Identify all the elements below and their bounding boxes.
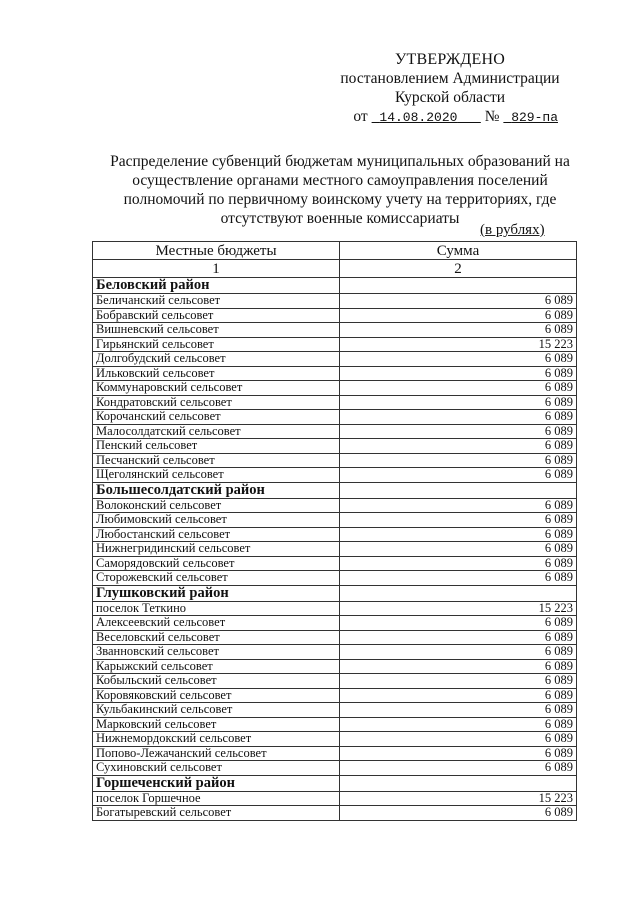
number-prefix: №	[484, 108, 500, 125]
table-row	[93, 308, 577, 323]
table-row	[93, 439, 577, 454]
decree-number: 829-па	[511, 110, 558, 125]
table-row	[93, 674, 577, 689]
header-local-budgets: Местные бюджеты	[93, 242, 340, 260]
settlement-amount: 6 089	[340, 674, 577, 689]
table-row	[93, 381, 577, 396]
table-row	[93, 601, 577, 616]
approval-stamp	[320, 50, 580, 127]
table-row	[93, 659, 577, 674]
budget-table	[92, 241, 577, 821]
settlement-amount: 6 089	[340, 294, 577, 309]
settlement-amount: 6 089	[340, 542, 577, 557]
table-row	[93, 746, 577, 761]
settlement-name: Гирьянский сельсовет	[93, 337, 340, 352]
table-row	[93, 571, 577, 586]
title-line-4: отсутствуют военные комиссариаты	[220, 210, 460, 227]
settlement-name: Вишневский сельсовет	[93, 323, 340, 338]
district-row	[93, 482, 577, 498]
district-row	[93, 278, 577, 294]
settlement-amount: 6 089	[340, 732, 577, 747]
settlement-amount: 6 089	[340, 556, 577, 571]
settlement-amount: 6 089	[340, 513, 577, 528]
settlement-name: Любимовский сельсовет	[93, 513, 340, 528]
district-name: Глушковский район	[93, 585, 340, 601]
header-amount: Сумма	[340, 242, 577, 260]
district-amount-empty	[340, 775, 577, 791]
column-number-row	[93, 260, 577, 278]
table-row	[93, 337, 577, 352]
settlement-amount: 6 089	[340, 616, 577, 631]
settlement-amount: 15 223	[340, 601, 577, 616]
settlement-amount: 6 089	[340, 410, 577, 425]
settlement-amount: 15 223	[340, 791, 577, 806]
settlement-amount: 6 089	[340, 395, 577, 410]
table-row	[93, 453, 577, 468]
settlement-name: Щеголянский сельсовет	[93, 468, 340, 483]
decree-date: 14.08.2020	[379, 110, 458, 125]
settlement-amount: 6 089	[340, 717, 577, 732]
table-header-row	[93, 242, 577, 260]
table-row	[93, 527, 577, 542]
settlement-name: Богатыревский сельсовет	[93, 806, 340, 821]
settlement-name: Званновский сельсовет	[93, 645, 340, 660]
settlement-name: Коммунаровский сельсовет	[93, 381, 340, 396]
settlement-amount: 6 089	[340, 366, 577, 381]
table-row	[93, 761, 577, 776]
table-row	[93, 513, 577, 528]
title-line-2: осуществление органами местного самоуправления поселений	[132, 172, 548, 189]
settlement-name: Нижнегридинский сельсовет	[93, 542, 340, 557]
table-row	[93, 366, 577, 381]
table-row	[93, 498, 577, 513]
approval-title: УТВЕРЖДЕНО	[394, 51, 505, 68]
district-name: Горшеченский район	[93, 775, 340, 791]
settlement-amount: 6 089	[340, 630, 577, 645]
settlement-name: Бобравский сельсовет	[93, 308, 340, 323]
settlement-amount: 6 089	[340, 761, 577, 776]
table-row	[93, 630, 577, 645]
settlement-name: Пенский сельсовет	[93, 439, 340, 454]
settlement-amount: 6 089	[340, 381, 577, 396]
settlement-name: Марковский сельсовет	[93, 717, 340, 732]
column-number-2: 2	[340, 260, 577, 278]
table-row	[93, 703, 577, 718]
table-row	[93, 717, 577, 732]
settlement-amount: 6 089	[340, 746, 577, 761]
settlement-name: Карыжский сельсовет	[93, 659, 340, 674]
table-row	[93, 616, 577, 631]
settlement-amount: 6 089	[340, 453, 577, 468]
district-amount-empty	[340, 278, 577, 294]
settlement-name: Беличанский сельсовет	[93, 294, 340, 309]
settlement-name: Попово-Лежачанский сельсовет	[93, 746, 340, 761]
settlement-name: Алексеевский сельсовет	[93, 616, 340, 631]
table-row	[93, 323, 577, 338]
table-row	[93, 542, 577, 557]
settlement-name: Сухиновский сельсовет	[93, 761, 340, 776]
district-name: Большесолдатский район	[93, 482, 340, 498]
district-amount-empty	[340, 482, 577, 498]
date-prefix: от	[353, 108, 368, 125]
document-title	[80, 152, 600, 228]
settlement-name: Кульбакинский сельсовет	[93, 703, 340, 718]
settlement-amount: 6 089	[340, 352, 577, 367]
settlement-name: Ильковский сельсовет	[93, 366, 340, 381]
table-row	[93, 424, 577, 439]
settlement-name: поселок Горшечное	[93, 791, 340, 806]
approval-line-1: постановлением Администрации	[340, 70, 560, 87]
settlement-name: Кондратовский сельсовет	[93, 395, 340, 410]
settlement-name: Любостанский сельсовет	[93, 527, 340, 542]
settlement-amount: 15 223	[340, 337, 577, 352]
settlement-name: Коровяковский сельсовет	[93, 688, 340, 703]
table-row	[93, 688, 577, 703]
table-row	[93, 645, 577, 660]
title-line-1: Распределение субвенций бюджетам муниципальных образований на	[110, 153, 570, 170]
settlement-name: Песчанский сельсовет	[93, 453, 340, 468]
table-row	[93, 294, 577, 309]
table-row	[93, 410, 577, 425]
settlement-amount: 6 089	[340, 308, 577, 323]
settlement-amount: 6 089	[340, 688, 577, 703]
table-row	[93, 732, 577, 747]
settlement-name: Саморядовский сельсовет	[93, 556, 340, 571]
table-row	[93, 395, 577, 410]
settlement-name: Долгобудский сельсовет	[93, 352, 340, 367]
settlement-name: Кобыльский сельсовет	[93, 674, 340, 689]
settlement-amount: 6 089	[340, 571, 577, 586]
table-row	[93, 556, 577, 571]
settlement-amount: 6 089	[340, 323, 577, 338]
settlement-name: Корочанский сельсовет	[93, 410, 340, 425]
settlement-amount: 6 089	[340, 468, 577, 483]
settlement-amount: 6 089	[340, 806, 577, 821]
settlement-name: Волоконский сельсовет	[93, 498, 340, 513]
settlement-name: Малосолдатский сельсовет	[93, 424, 340, 439]
settlement-name: Веселовский сельсовет	[93, 630, 340, 645]
table-row	[93, 352, 577, 367]
district-row	[93, 585, 577, 601]
approval-line-2: Курской области	[394, 89, 506, 106]
settlement-name: поселок Теткино	[93, 601, 340, 616]
table-row	[93, 468, 577, 483]
settlement-amount: 6 089	[340, 424, 577, 439]
settlement-name: Сторожевский сельсовет	[93, 571, 340, 586]
table-row	[93, 806, 577, 821]
settlement-amount: 6 089	[340, 527, 577, 542]
district-row	[93, 775, 577, 791]
settlement-name: Нижнемордокский сельсовет	[93, 732, 340, 747]
column-number-1: 1	[93, 260, 340, 278]
settlement-amount: 6 089	[340, 498, 577, 513]
settlement-amount: 6 089	[340, 703, 577, 718]
decree-line	[320, 107, 580, 127]
settlement-amount: 6 089	[340, 645, 577, 660]
settlement-amount: 6 089	[340, 439, 577, 454]
table-row	[93, 791, 577, 806]
title-line-3: полномочий по первичному воинскому учету на территориях, где	[123, 191, 557, 208]
district-amount-empty	[340, 585, 577, 601]
units-label: (в рублях)	[480, 222, 545, 238]
district-name: Беловский район	[93, 278, 340, 294]
settlement-amount: 6 089	[340, 659, 577, 674]
